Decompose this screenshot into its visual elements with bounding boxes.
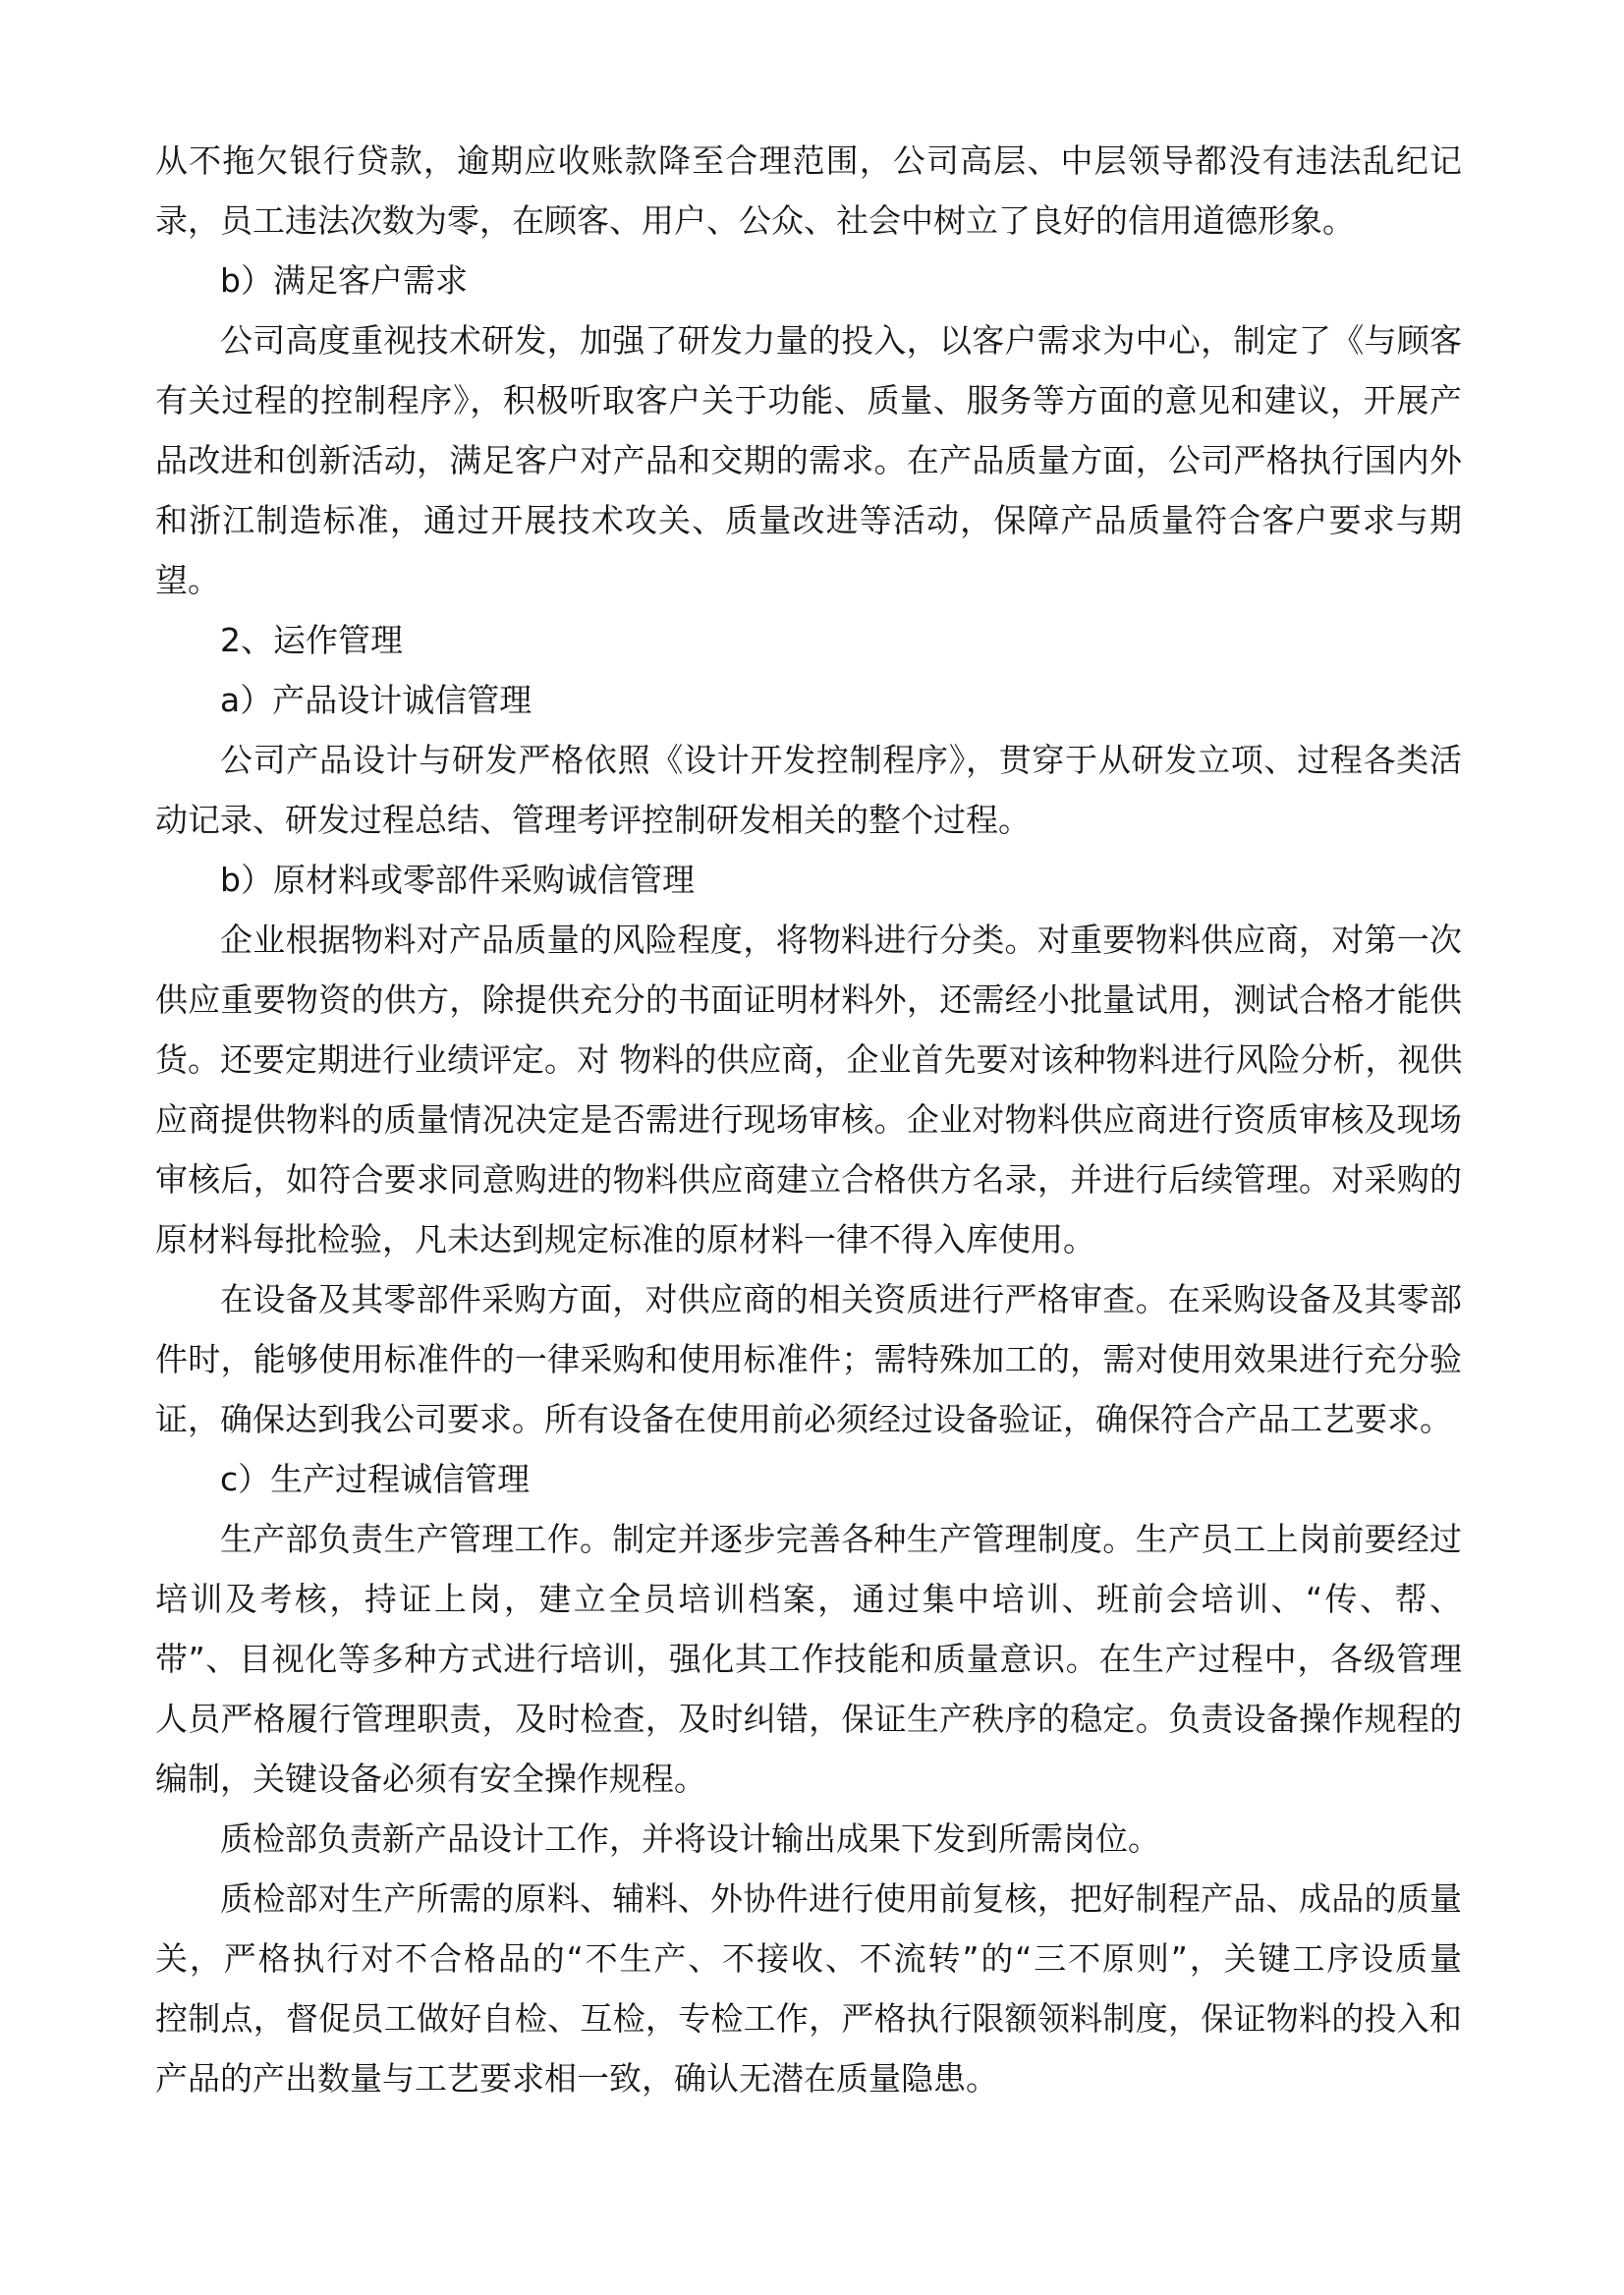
text-line: 带”、目视化等多种方式进行培训，强化其工作技能和质量意识。在生产过程中，各级管理 (155, 1640, 1462, 1678)
heading-line: 2、运作管理 (220, 621, 403, 659)
heading-line: a）产品设计诚信管理 (220, 681, 532, 719)
text-line: 供应重要物资的供方，除提供充分的书面证明材料外，还需经小批量试用，测试合格才能供 (155, 980, 1462, 1019)
text-line: 从不拖欠银行贷款，逾期应收账款降至合理范围，公司高层、中层领导都没有违法乱纪记 (155, 141, 1462, 180)
text-line: 在设备及其零部件采购方面，对供应商的相关资质进行严格审查。在采购设备及其零部 (220, 1280, 1462, 1318)
text-line: 质检部负责新产品设计工作，并将设计输出成果下发到所需岗位。 (220, 1819, 1160, 1858)
text-line: 录，员工违法次数为零，在顾客、用户、公众、社会中树立了良好的信用道德形象。 (155, 201, 1355, 240)
heading-line: b）满足客户需求 (220, 261, 468, 300)
text-line: 生产部负责生产管理工作。制定并逐步完善各种生产管理制度。生产员工上岗前要经过 (220, 1520, 1462, 1558)
text-line: 企业根据物料对产品质量的风险程度，将物料进行分类。对重要物料供应商，对第一次 (220, 921, 1462, 959)
text-line: 培训及考核，持证上岗，建立全员培训档案，通过集中培训、班前会培训、“传、帮、 (155, 1580, 1462, 1618)
text-line: 审核后，如符合要求同意购进的物料供应商建立合格供方名录，并进行后续管理。对采购的 (155, 1160, 1462, 1199)
text-line: 原材料每批检验，凡未达到规定标准的原材料一律不得入库使用。 (155, 1220, 1095, 1259)
text-line: 编制，关键设备必须有安全操作规程。 (155, 1760, 706, 1798)
text-line: 动记录、研发过程总结、管理考评控制研发相关的整个过程。 (155, 801, 1031, 839)
heading-line: b）原材料或零部件采购诚信管理 (220, 861, 695, 899)
text-line: 公司高度重视技术研发，加强了研发力量的投入，以客户需求为中心，制定了《与顾客 (220, 321, 1462, 360)
text-line: 应商提供物料的质量情况决定是否需进行现场审核。企业对物料供应商进行资质审核及现场 (155, 1100, 1462, 1139)
text-line: 件时，能够使用标准件的一律采购和使用标准件；需特殊加工的，需对使用效果进行充分验 (155, 1340, 1462, 1378)
text-line: 公司产品设计与研发严格依照《设计开发控制程序》，贯穿于从研发立项、过程各类活 (220, 741, 1462, 779)
text-line: 有关过程的控制程序》，积极听取客户关于功能、质量、服务等方面的意见和建议，开展产 (155, 381, 1462, 420)
text-line: 和浙江制造标准，通过开展技术攻关、质量改进等活动，保障产品质量符合客户要求与期 (155, 501, 1462, 539)
text-line: 品改进和创新活动，满足客户对产品和交期的需求。在产品质量方面，公司严格执行国内外 (155, 441, 1462, 479)
text-line: 产品的产出数量与工艺要求相一致，确认无潜在质量隐患。 (155, 2059, 998, 2098)
text-line: 望。 (155, 561, 220, 599)
text-line: 人员严格履行管理职责，及时检查，及时纠错，保证生产秩序的稳定。负责设备操作规程的 (155, 1700, 1462, 1738)
text-line: 证，确保达到我公司要求。所有设备在使用前必须经过设备验证，确保符合产品工艺要求。 (155, 1400, 1452, 1438)
text-line: 控制点，督促员工做好自检、互检，专检工作，严格执行限额领料制度，保证物料的投入和 (155, 1999, 1462, 2038)
text-line: 货。还要定期进行业绩评定。对 物料的供应商，企业首先要对该种物料进行风险分析，视供 (155, 1040, 1463, 1079)
heading-line: c）生产过程诚信管理 (220, 1460, 531, 1498)
text-line: 质检部对生产所需的原料、辅料、外协件进行使用前复核，把好制程产品、成品的质量 (220, 1879, 1462, 1918)
text-line: 关，严格执行对不合格品的“不生产、不接收、不流转”的“三不原则”，关键工序设质量 (155, 1939, 1462, 1978)
